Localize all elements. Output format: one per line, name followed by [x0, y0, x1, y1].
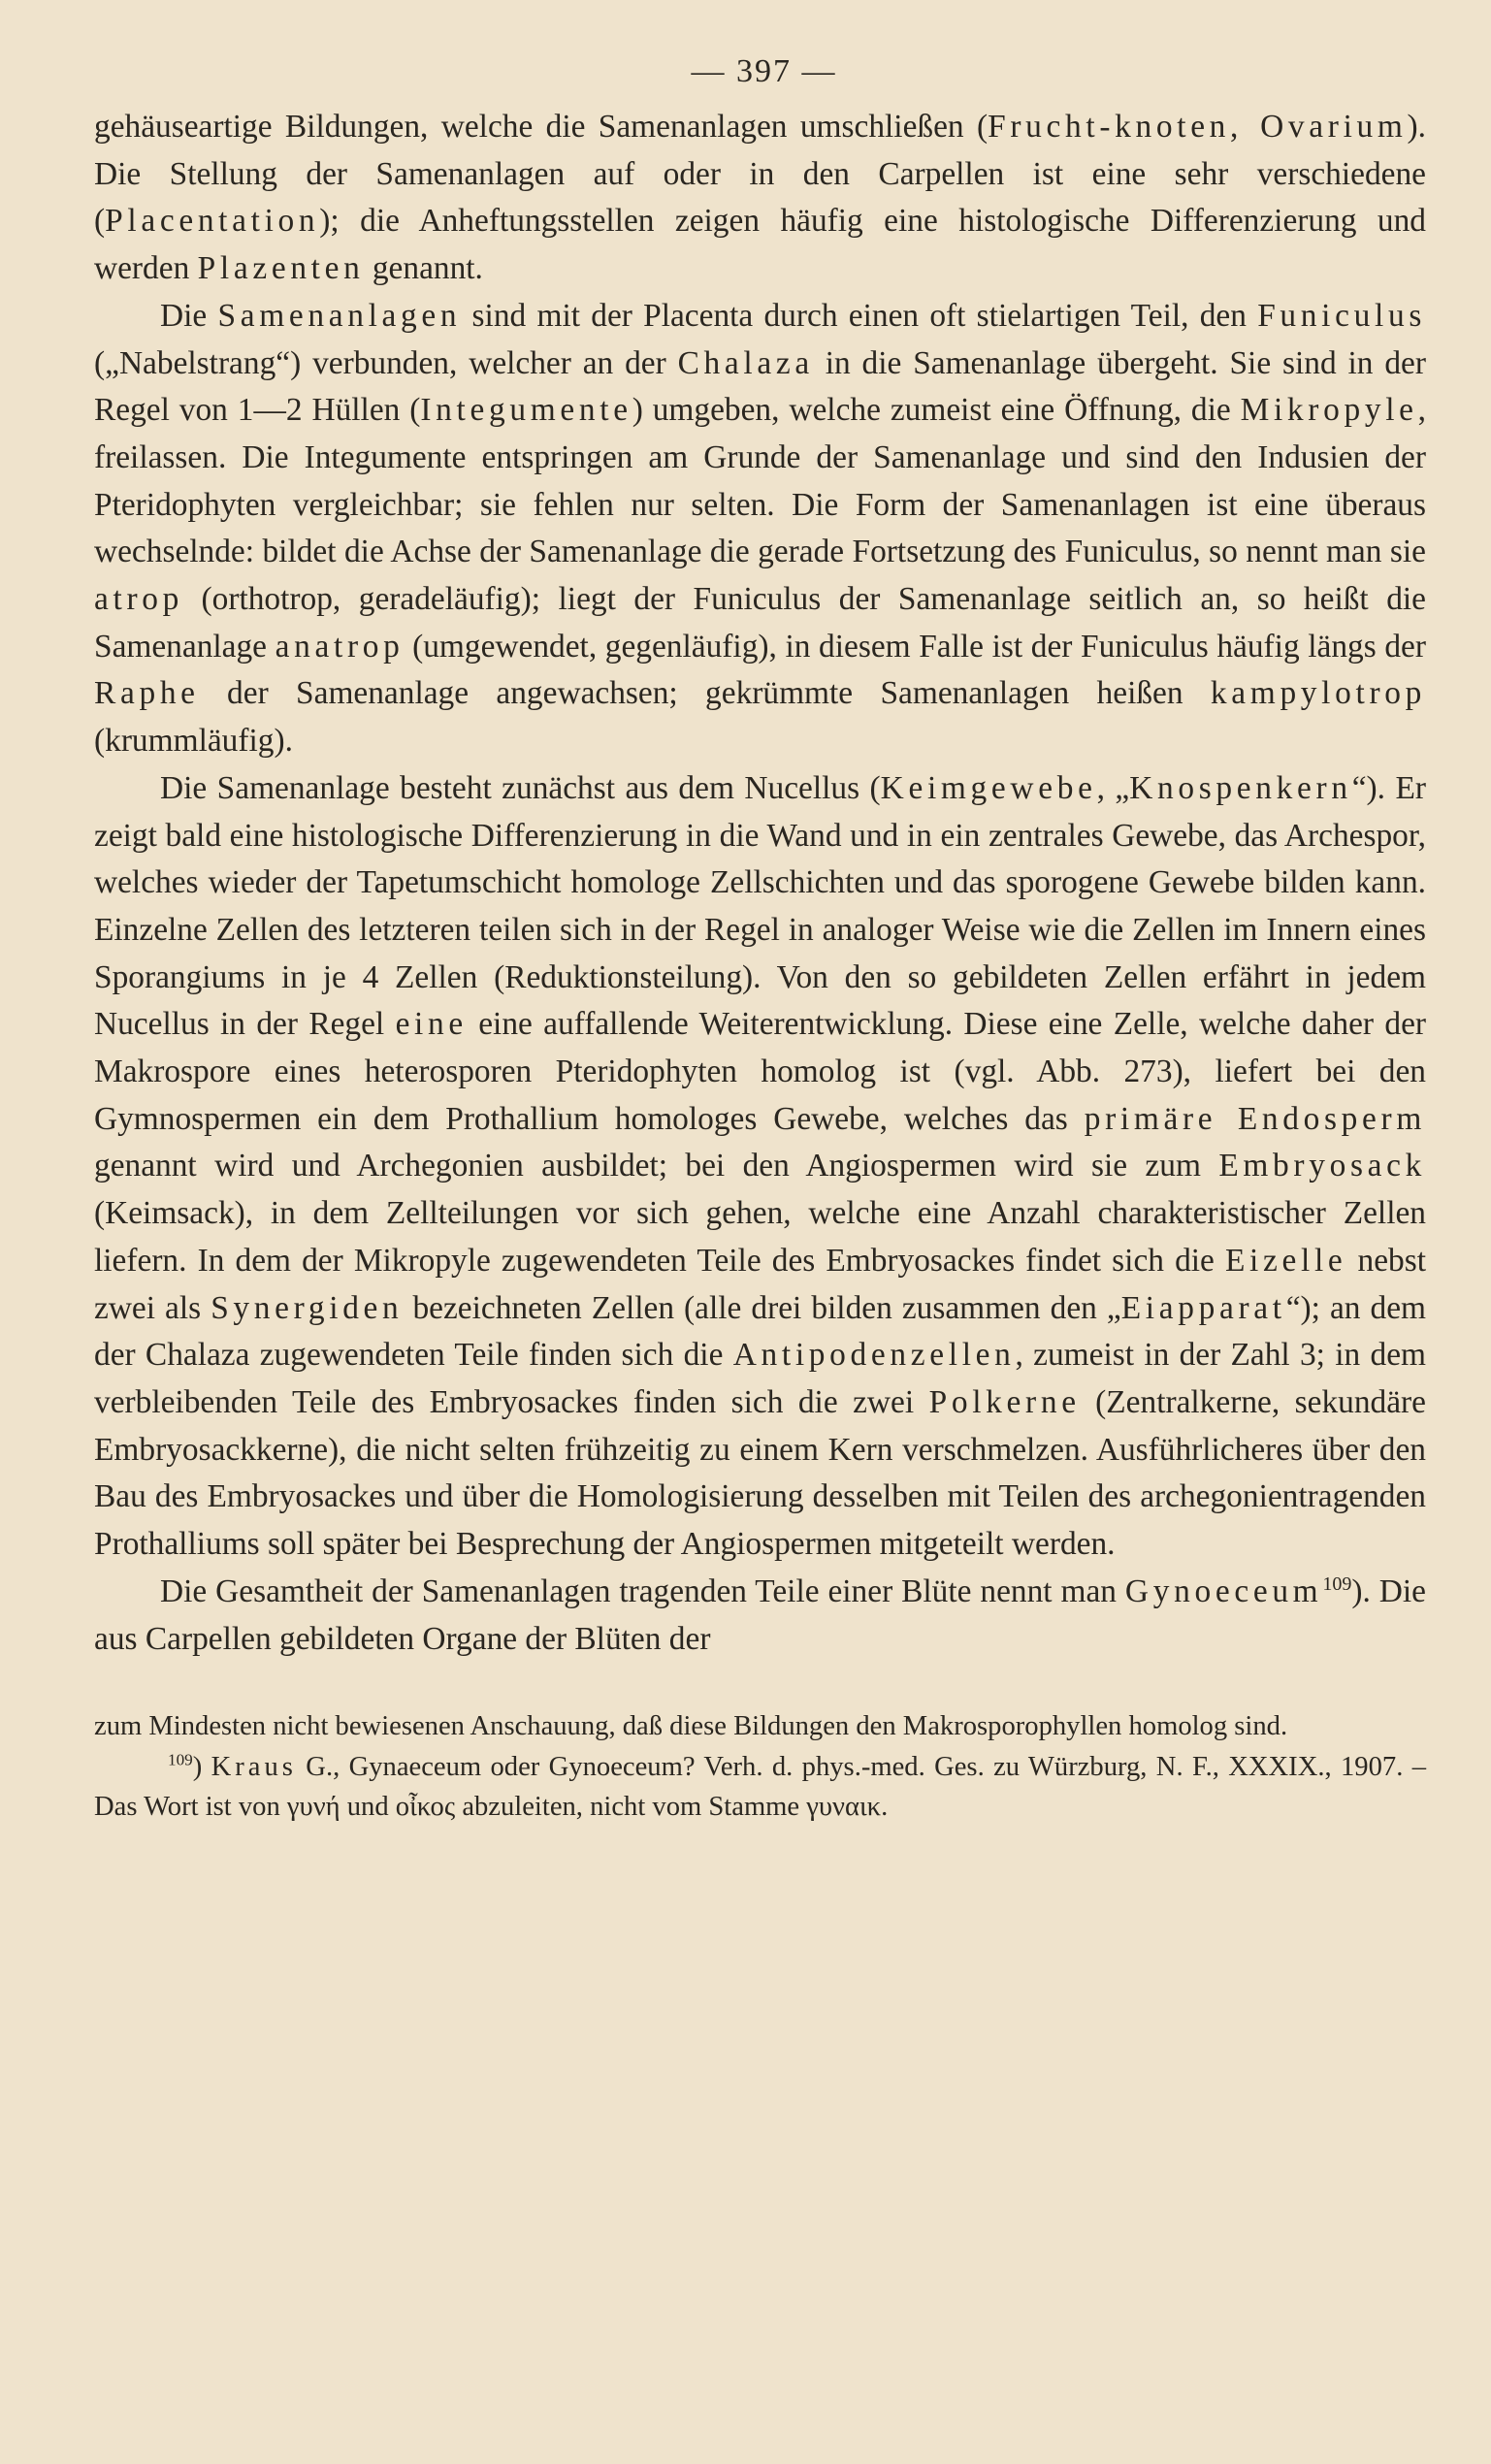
text-run: ) umgeben, welche zumeist eine Öffnung, die: [632, 392, 1241, 429]
emphasized-term: Eizelle: [1224, 1242, 1347, 1279]
emphasized-term: Samenanlagen: [217, 297, 462, 334]
emphasized-term: eine: [395, 1006, 468, 1043]
text-run: Die Samenanlage besteht zunächst aus dem Nucellus (: [160, 769, 881, 806]
footnotes: [94, 1705, 1426, 1828]
text-run: in die Samenanlage übergeht. Sie sind in der Regel von 1—2 Hüllen (: [94, 344, 1426, 429]
emphasized-term: atrop: [94, 581, 183, 618]
emphasized-term: Keimgewebe: [880, 769, 1097, 806]
emphasized-term: Kraus: [211, 1751, 297, 1782]
body-text: [94, 104, 1426, 1663]
emphasized-term: anatrop: [275, 628, 405, 665]
text-run: gehäuseartige Bildungen, welche die Samenanlagen umschließen (: [94, 109, 989, 145]
text-run: G., Gynaeceum oder Gynoeceum? Verh. d. phys.-med. Ges. zu Würzburg, N. F., XXXIX., 1907. – Das Wort ist von γυνή und οἶκος abzuleiten, nicht vom Stamme γυναικ.: [94, 1751, 1427, 1823]
text-run: Die: [160, 297, 218, 334]
emphasized-term: Embryosack: [1218, 1148, 1426, 1184]
emphasized-term: Funiculus: [1257, 297, 1426, 334]
footnote-reference: 109: [1322, 1572, 1352, 1595]
text-run: bezeichneten Zellen (alle drei bilden zusammen den „: [403, 1289, 1121, 1326]
text-run: der Samenanlage angewachsen; gekrümmte Samenanlagen heißen: [199, 675, 1211, 712]
text-run: zum Mindesten nicht bewiesenen Anschauung, daß diese Bildungen den Makrosporophyllen homolog sind.: [94, 1711, 1288, 1742]
text-run: eine auffallende Weiterentwicklung. Diese eine Zelle, welche daher der Makrospore eines heterosporen Pteridophyten homolog ist (vgl. Abb. 273), liefert bei den Gymnospermen ein dem Prothallium homologes Gewebe, welches das: [94, 1006, 1427, 1137]
text-run: , freilassen. Die Integumente entspringen am Grunde der Samenanlage und sind den Indusien der Pteridophyten vergleichbar; sie fehlen nur selten. Die Form der Samenanlagen ist eine überaus wechselnde: bildet die Achse der Samenanlage die gerade Fortsetzung des Funiculus, so nennt man sie: [94, 392, 1427, 570]
text-run: (umgewendet, gegenläufig), in diesem Falle ist der Funiculus häufig längs der: [404, 628, 1426, 665]
text-run: “). Er zeigt bald eine histologische Differenzierung in die Wand und in ein zentrales Gewebe, das Archespor, welches wieder der Tapetumschicht homologe Zellschichten und das sporogene Gewebe bilden kann. Einzelne Zellen des letzteren teilen sich in der Regel in analoger Weise wie die Zellen im Innern eines Sporangiums in je 4 Zellen (Reduktionsteilung). Von den so gebildeten Zellen erfährt in jedem Nucellus in der Regel: [94, 769, 1426, 1043]
footnote: [94, 1747, 1426, 1828]
text-run: nebst zwei als: [94, 1242, 1426, 1326]
paragraph: [94, 104, 1426, 293]
emphasized-term: Polkerne: [928, 1383, 1081, 1420]
emphasized-term: Integumente: [420, 392, 632, 429]
emphasized-term: Placentation: [105, 203, 320, 240]
text-run: (Keimsack), in dem Zellteilungen vor sich gehen, welche eine Anzahl charakteristischer Zellen liefern. In dem der Mikropyle zugewendeten Teile des Embryosackes findet sich die: [94, 1195, 1426, 1279]
text-run: ); die Anheftungsstellen zeigen häufig eine histologische Differenzierung und werden: [94, 203, 1426, 287]
emphasized-term: Knospenkern: [1129, 769, 1352, 806]
text-run: (Zentralkerne, sekundäre Embryosackkerne), die nicht selten frühzeitig zu einem Kern verschmelzen. Ausführlicheres über den Bau des Embryosackes und über die Homologisierung desselben mit Teilen des archegonientragenden Prothalliums soll später bei Besprechung der Angiospermen mitgeteilt werden.: [94, 1383, 1426, 1563]
emphasized-term: Synergiden: [211, 1289, 404, 1326]
text-run: („Nabelstrang“) verbunden, welcher an der: [94, 344, 678, 381]
text-run: sind mit der Placenta durch einen oft stielartigen Teil, den: [461, 297, 1258, 334]
text-run: “); an dem der Chalaza zugewendeten Teile finden sich die: [94, 1289, 1426, 1374]
emphasized-term: kampylotrop: [1210, 675, 1426, 712]
emphasized-term: Eiapparat: [1120, 1289, 1286, 1326]
paragraph: [94, 1569, 1426, 1663]
text-run: genannt.: [364, 250, 483, 287]
emphasized-term: Chalaza: [677, 344, 814, 381]
text-run: ). Die aus Carpellen gebildeten Organe der Blüten der: [94, 1572, 1426, 1657]
emphasized-term: Frucht-knoten, Ovarium: [988, 109, 1408, 145]
text-run: (orthotrop, geradeläufig); liegt der Funiculus der Samenanlage seitlich an, so heißt die Samenanlage: [94, 581, 1426, 665]
paragraph: [94, 765, 1426, 1569]
text-run: (krummläufig).: [94, 723, 293, 760]
text-run: , zumeist in der Zahl 3; in dem verbleibenden Teile des Embryosackes finden sich die zwei: [94, 1337, 1426, 1420]
emphasized-term: Raphe: [94, 675, 200, 712]
text-run: ). Die Stellung der Samenanlagen auf oder in den Carpellen ist eine sehr verschiedene (: [94, 109, 1427, 240]
text-run: Die Gesamtheit der Samenanlagen tragenden Teile einer Blüte nennt man: [160, 1572, 1125, 1609]
text-run: , „: [1096, 769, 1130, 806]
emphasized-term: Gynoeceum: [1124, 1572, 1323, 1609]
emphasized-term: Antipodenzellen: [732, 1337, 1016, 1374]
emphasized-term: Plazenten: [197, 250, 365, 287]
text-run: genannt wird und Archegonien ausbildet; bei den Angiospermen wird sie zum: [94, 1148, 1219, 1184]
page-number: — 397 —: [691, 53, 837, 89]
emphasized-term: primäre Endosperm: [1084, 1100, 1426, 1137]
emphasized-term: Mikropyle: [1240, 392, 1418, 429]
footnote-reference: 109: [168, 1750, 193, 1769]
text-run: ): [192, 1751, 211, 1782]
paragraph: [94, 293, 1426, 765]
footnote: [94, 1706, 1426, 1747]
